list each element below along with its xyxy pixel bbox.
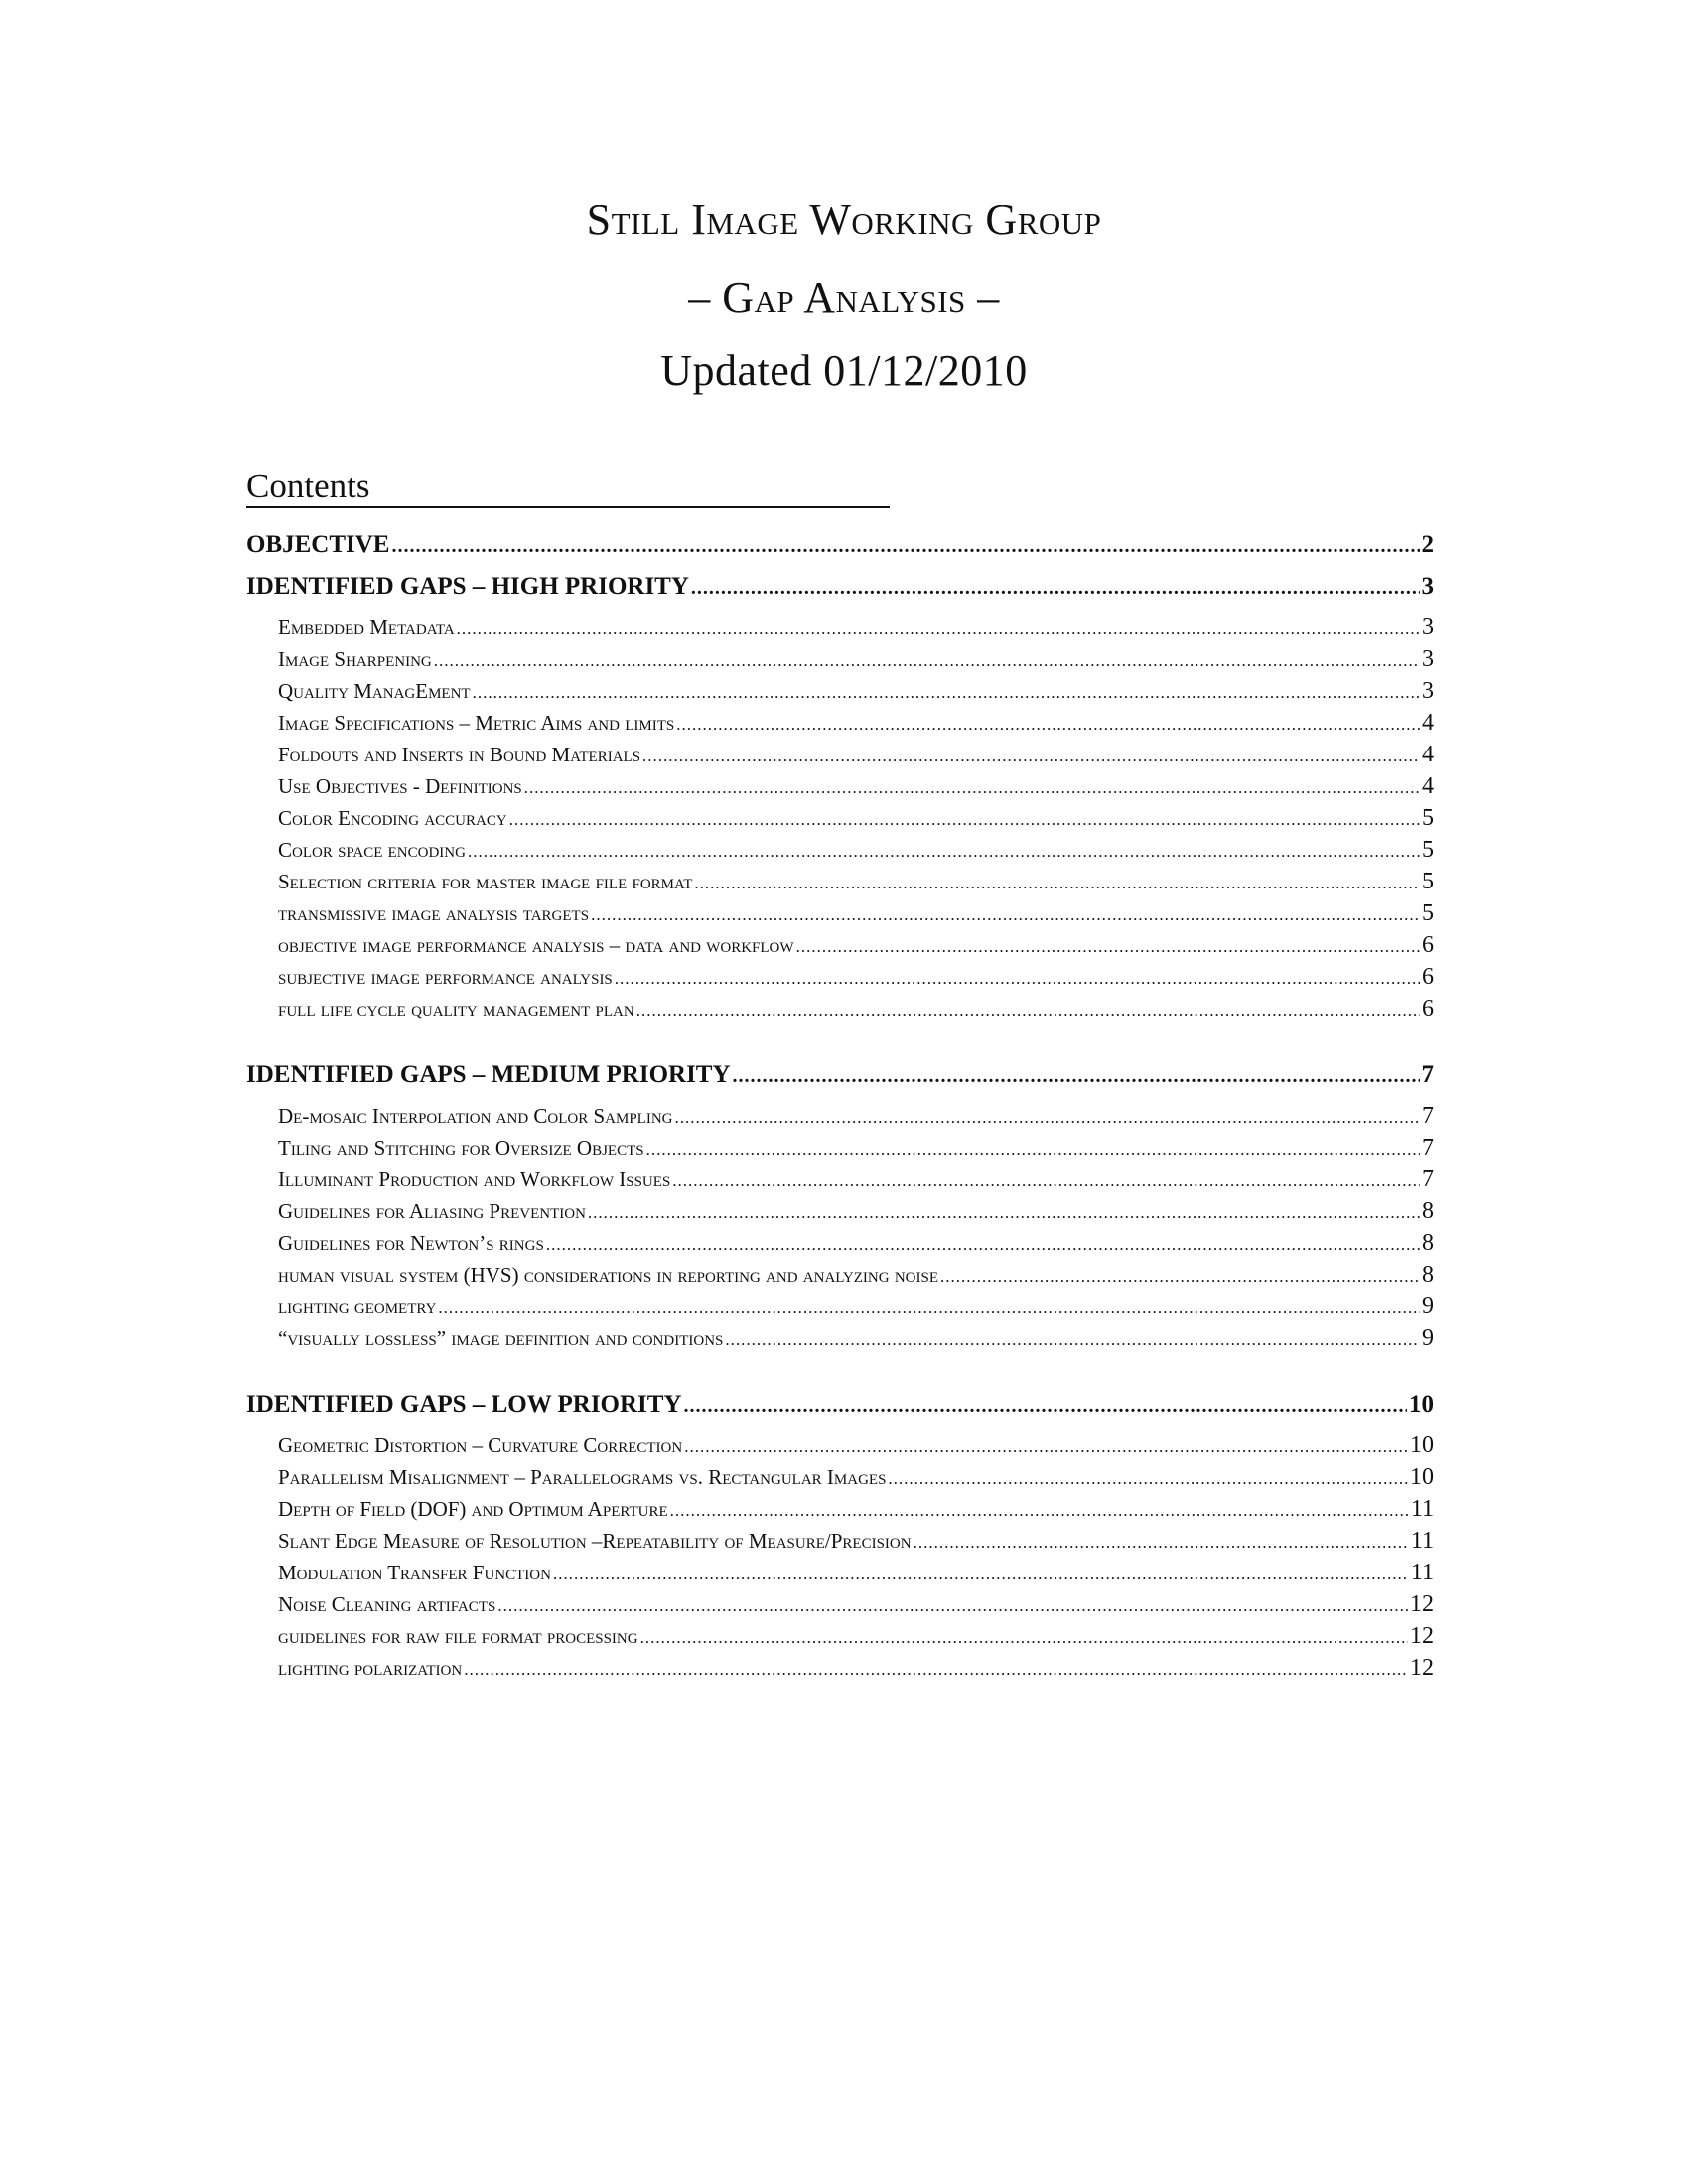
toc-page-number: 4 <box>1422 742 1434 767</box>
toc-dot-leader <box>640 1620 1408 1652</box>
toc-item[interactable] <box>246 897 1434 929</box>
toc-item[interactable] <box>246 1195 1434 1227</box>
toc-dot-leader <box>940 1259 1420 1291</box>
toc-page-number: 10 <box>1410 1464 1434 1490</box>
toc-group-medium-priority <box>246 1100 1434 1354</box>
toc-group-low-priority <box>246 1430 1434 1684</box>
toc-dot-leader <box>725 1322 1420 1354</box>
toc-page-number: 5 <box>1422 900 1434 926</box>
toc-dot-leader <box>468 834 1420 866</box>
toc-item[interactable] <box>246 1620 1434 1652</box>
toc-page-number: 4 <box>1422 773 1434 799</box>
toc-item[interactable] <box>246 1461 1434 1493</box>
toc-item[interactable] <box>246 643 1434 675</box>
toc-dot-leader <box>670 1493 1409 1525</box>
toc-item[interactable] <box>246 993 1434 1024</box>
toc-dot-leader <box>675 1100 1420 1132</box>
toc-page-number: 3 <box>1422 614 1434 640</box>
toc-item-label: Use Objectives - Definitions <box>278 774 522 798</box>
toc-page-number: 5 <box>1422 837 1434 863</box>
title-line-1: Still Image Working Group <box>586 196 1102 244</box>
toc-page-number: 6 <box>1422 996 1434 1022</box>
toc-item[interactable] <box>246 929 1434 961</box>
toc-page-number: 10 <box>1410 1433 1434 1458</box>
toc-item-label: Foldouts and Inserts in Bound Materials <box>278 743 641 766</box>
toc-item-label: “visually lossless” image definition and conditions <box>278 1326 724 1350</box>
contents-heading: Contents <box>246 467 890 508</box>
toc-item[interactable] <box>246 1430 1434 1461</box>
toc-page-number: 11 <box>1410 1528 1434 1554</box>
toc-dot-leader <box>509 802 1420 834</box>
toc-dot-leader <box>691 570 1420 604</box>
toc-group-high-priority <box>246 612 1434 1024</box>
toc-page-number: 8 <box>1422 1230 1434 1256</box>
toc-item[interactable] <box>246 1493 1434 1525</box>
toc-item[interactable] <box>246 1291 1434 1322</box>
toc-item-label: Image Sharpening <box>278 647 432 671</box>
toc-page-number: 6 <box>1422 964 1434 990</box>
toc-page-number: 2 <box>1421 531 1434 558</box>
toc-item-label: Modulation Transfer Function <box>278 1561 551 1584</box>
toc-dot-leader <box>684 1430 1408 1461</box>
toc-dot-leader <box>672 1163 1420 1195</box>
toc-item-label: full life cycle quality management plan <box>278 997 634 1021</box>
toc-entry-objective[interactable] <box>246 528 1434 562</box>
toc-dot-leader <box>457 612 1420 643</box>
toc-page-number: 7 <box>1421 1061 1434 1088</box>
toc-item-label: Slant Edge Measure of Resolution –Repeatability of Measure/Precision <box>278 1529 912 1553</box>
toc-item[interactable] <box>246 707 1434 739</box>
toc-dot-leader <box>524 770 1420 802</box>
toc-entry-label: IDENTIFIED GAPS – HIGH PRIORITY <box>246 573 689 600</box>
toc-page-number: 8 <box>1422 1262 1434 1288</box>
toc-page-number: 5 <box>1422 805 1434 831</box>
title-line-2: – Gap Analysis – <box>688 273 1000 322</box>
toc-page-number: 6 <box>1422 932 1434 958</box>
toc-page-number: 9 <box>1422 1325 1434 1351</box>
toc-item-label: Noise Cleaning artifacts <box>278 1592 496 1616</box>
toc-dot-leader <box>434 643 1420 675</box>
toc-dot-leader <box>391 528 1419 562</box>
toc-page-number: 11 <box>1410 1560 1434 1585</box>
toc-dot-leader <box>676 707 1420 739</box>
toc-item-label: human visual system (HVS) considerations in reporting and analyzing noise <box>278 1263 939 1287</box>
toc-item[interactable] <box>246 1227 1434 1259</box>
toc-item-label: guidelines for raw file format processing <box>278 1624 638 1648</box>
toc-item[interactable] <box>246 802 1434 834</box>
toc-page-number: 3 <box>1422 646 1434 672</box>
toc-item[interactable] <box>246 1322 1434 1354</box>
toc-item-label: Geometric Distortion – Curvature Correction <box>278 1433 683 1457</box>
toc-item[interactable] <box>246 866 1434 897</box>
toc-page-number: 9 <box>1422 1294 1434 1319</box>
toc-entry-label: IDENTIFIED GAPS – MEDIUM PRIORITY <box>246 1061 731 1088</box>
toc-page-number: 11 <box>1410 1496 1434 1522</box>
toc-item-label: Color Encoding accuracy <box>278 806 507 830</box>
toc-dot-leader <box>546 1227 1420 1259</box>
toc-page-number: 4 <box>1422 710 1434 736</box>
toc-page-number: 12 <box>1410 1591 1434 1617</box>
toc-entry-label: OBJECTIVE <box>246 531 390 558</box>
toc-item-label: Depth of Field (DOF) and Optimum Aperture <box>278 1497 668 1521</box>
toc-item-label: Guidelines for Newton’s rings <box>278 1231 544 1255</box>
toc-section-high-priority[interactable] <box>246 570 1434 604</box>
toc-dot-leader <box>733 1058 1420 1092</box>
toc-item[interactable] <box>246 1259 1434 1291</box>
toc-entry-label: IDENTIFIED GAPS – LOW PRIORITY <box>246 1391 682 1418</box>
toc-dot-leader <box>473 675 1420 707</box>
toc-dot-leader <box>464 1652 1408 1684</box>
toc-item[interactable] <box>246 739 1434 770</box>
toc-item-label: Guidelines for Aliasing Prevention <box>278 1199 586 1223</box>
toc-dot-leader <box>646 1132 1420 1163</box>
toc-item[interactable] <box>246 1557 1434 1588</box>
toc-page-number: 3 <box>1422 678 1434 704</box>
toc-page-number: 12 <box>1410 1655 1434 1681</box>
toc-item[interactable] <box>246 770 1434 802</box>
toc-dot-leader <box>888 1461 1408 1493</box>
toc-item-label: Tiling and Stitching for Oversize Objects <box>278 1136 644 1160</box>
toc-page-number: 12 <box>1410 1623 1434 1649</box>
toc-page-number: 3 <box>1421 573 1434 600</box>
toc-section-medium-priority[interactable] <box>246 1058 1434 1092</box>
toc-dot-leader <box>497 1588 1408 1620</box>
toc-page-number: 7 <box>1422 1103 1434 1129</box>
toc-item[interactable] <box>246 675 1434 707</box>
toc-item[interactable] <box>246 612 1434 643</box>
toc-dot-leader <box>694 866 1420 897</box>
toc-item-label: transmissive image analysis targets <box>278 901 590 925</box>
toc-dot-leader <box>438 1291 1420 1322</box>
toc-item[interactable] <box>246 961 1434 993</box>
toc-item-label: Color space encoding <box>278 838 466 862</box>
toc-dot-leader <box>615 961 1420 993</box>
toc-item[interactable] <box>246 834 1434 866</box>
toc-dot-leader <box>588 1195 1420 1227</box>
document-title <box>0 196 1688 395</box>
table-of-contents <box>246 528 1434 1684</box>
toc-item-label: lighting polarization <box>278 1656 463 1680</box>
toc-item-label: Embedded Metadata <box>278 615 455 639</box>
toc-item-label: subjective image performance analysis <box>278 965 613 989</box>
toc-dot-leader <box>796 929 1420 961</box>
toc-dot-leader <box>684 1388 1407 1422</box>
toc-dot-leader <box>642 739 1420 770</box>
toc-page-number: 5 <box>1422 869 1434 894</box>
toc-page-number: 7 <box>1422 1135 1434 1160</box>
toc-item-label: Quality ManagEment <box>278 679 471 703</box>
toc-item-label: Selection criteria for master image file format <box>278 870 693 893</box>
toc-item[interactable] <box>246 1163 1434 1195</box>
toc-item[interactable] <box>246 1652 1434 1684</box>
toc-item-label: Image Specifications – Metric Aims and limits <box>278 711 675 735</box>
toc-dot-leader <box>553 1557 1409 1588</box>
title-updated-date: Updated 01/12/2010 <box>660 346 1028 395</box>
toc-page-number: 10 <box>1409 1391 1434 1418</box>
toc-item-label: objective image performance analysis – data and workflow <box>278 933 794 957</box>
toc-page-number: 7 <box>1422 1166 1434 1192</box>
toc-item[interactable] <box>246 1525 1434 1557</box>
toc-dot-leader <box>914 1525 1409 1557</box>
toc-item[interactable] <box>246 1588 1434 1620</box>
toc-item-label: De-mosaic Interpolation and Color Sampling <box>278 1104 673 1128</box>
toc-dot-leader <box>591 897 1420 929</box>
toc-item-label: lighting geometry <box>278 1295 437 1318</box>
toc-item[interactable] <box>246 1100 1434 1132</box>
toc-dot-leader <box>636 993 1420 1024</box>
toc-page-number: 8 <box>1422 1198 1434 1224</box>
toc-item-label: Parallelism Misalignment – Parallelograms vs. Rectangular Images <box>278 1465 887 1489</box>
toc-section-low-priority[interactable] <box>246 1388 1434 1422</box>
toc-item-label: Illuminant Production and Workflow Issues <box>278 1167 671 1191</box>
toc-item[interactable] <box>246 1132 1434 1163</box>
